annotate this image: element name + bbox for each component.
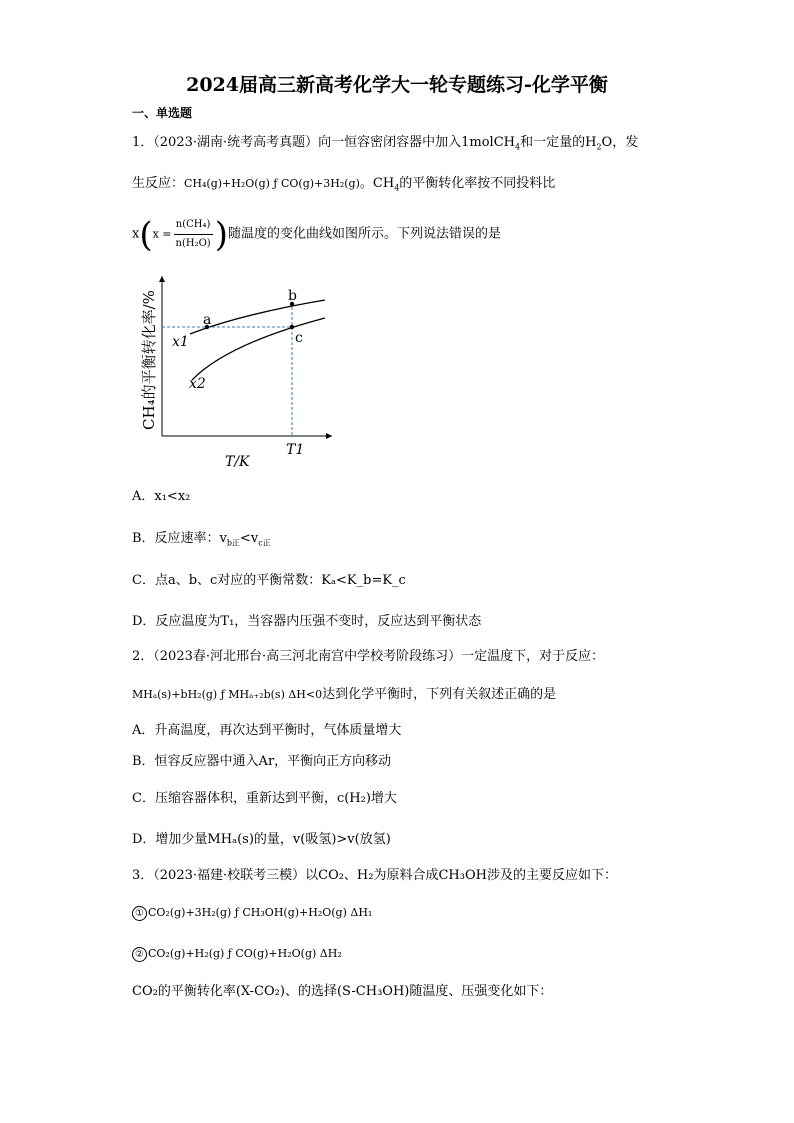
section-heading: 一、单选题 <box>132 106 193 120</box>
q2-option-d[interactable]: D．增加少量MHₐ(s)的量，v(吸氢)>v(放氢) <box>132 832 391 847</box>
label-x2: x2 <box>189 376 206 392</box>
q1-option-a[interactable]: A．x₁<x₂ <box>132 489 191 504</box>
equilibrium-conversion-chart <box>132 262 342 472</box>
circled-one: ① <box>132 906 147 921</box>
page-title: 2024届高三新高考化学大一轮专题练习-化学平衡 <box>186 74 608 96</box>
q1-option-c[interactable]: C．点a、b、c对应的平衡常数：Kₐ<K_b=K_c <box>132 573 406 588</box>
label-a: a <box>203 312 212 328</box>
q1-option-d[interactable]: D．反应温度为T₁，当容器内压强不变时，反应达到平衡状态 <box>132 614 482 629</box>
label-x1: x1 <box>172 334 189 350</box>
q3-reaction-2: ② CO₂(g)+H₂(g) ƒ CO(g)+H₂O(g) ΔH₂ <box>132 945 342 963</box>
q2-stem-line2: MHₐ(s)+bH₂(g) ƒ MHₐ₊₂b(s) ΔH<0达到化学平衡时，下列有关叙述正确的是 <box>132 687 557 702</box>
q2-option-b[interactable]: B．恒容反应器中通入Ar，平衡向正方向移动 <box>132 754 392 769</box>
q1-stem-line3: x(x = $\frac{\text{n(CH₄)}}{\text{n(H₂O)}}$ )随温度的变化曲线如图所示。下列说法错误的是 <box>132 214 501 255</box>
point-c <box>290 325 294 329</box>
q2-stem-line1: 2．（2023春·河北邢台·高三河北南宫中学校考阶段练习）一定温度下，对于反应： <box>132 649 605 664</box>
q2-option-a[interactable]: A．升高温度，再次达到平衡时，气体质量增大 <box>132 723 402 738</box>
x-axis-label: T/K <box>225 454 250 470</box>
circled-two: ② <box>132 947 147 962</box>
q2-equation: MHₐ(s)+bH₂(g) ƒ MHₐ₊₂b(s) ΔH<0 <box>132 688 323 701</box>
q2-option-c[interactable]: C．压缩容器体积，重新达到平衡，c(H₂)增大 <box>132 791 397 806</box>
x-tick-t1: T1 <box>286 442 305 458</box>
q1-stem-line1: 1．（2023·湖南·统考高考真题）向一恒容密闭容器中加入1molCH$_4$和一定量的$H_2O$，发 <box>132 135 639 152</box>
q1-stem-line2: 生反应：CH₄(g)+H₂O(g) ƒ CO(g)+3H₂(g)。$CH_4$的平衡转化率按不同投料比 <box>132 176 556 193</box>
q1-option-b[interactable]: B．反应速率：$v_{b正}<v_{c正}$ <box>132 531 271 548</box>
q3-reaction-1: ① CO₂(g)+3H₂(g) ƒ CH₃OH(g)+H₂O(g) ΔH₁ <box>132 904 372 922</box>
ratio-fraction: $\frac{\text{n(CH₄)}}{\text{n(H₂O)}}$ <box>174 216 213 253</box>
label-c: c <box>295 330 303 346</box>
q3-conversion-note: CO₂的平衡转化率(X-CO₂)、的选择(S-CH₃OH)随温度、压强变化如下： <box>132 984 553 999</box>
q1-equation: CH₄(g)+H₂O(g) ƒ CO(g)+3H₂(g) <box>184 177 360 190</box>
q3-stem: 3．（2023·福建·校联考三模）以CO₂、H₂为原料合成CH₃OH涉及的主要反应如下： <box>132 868 617 883</box>
y-axis-label: CH₄的平衡转化率/% <box>140 290 158 430</box>
label-b: b <box>288 288 297 304</box>
